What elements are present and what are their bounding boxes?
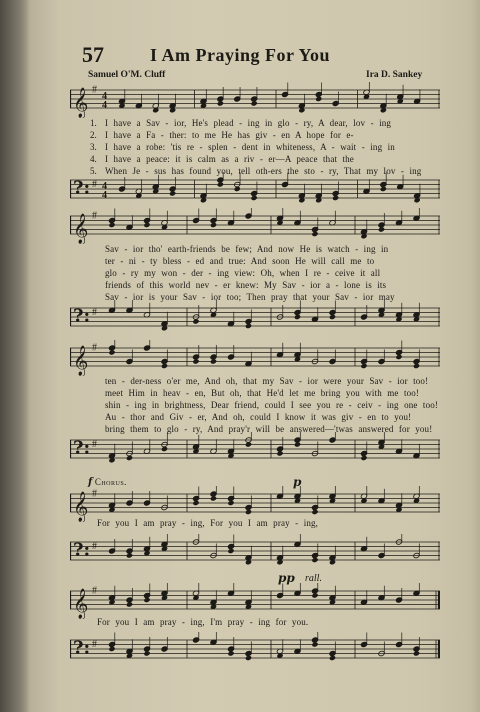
lyric-line: For you I am pray - ing, For you I am pray - ing, (97, 518, 319, 528)
svg-text:#: # (92, 306, 97, 318)
lyric-line: 4. I have a peace: it is calm as a riv - er—A peace that the (90, 154, 354, 164)
svg-text:4: 4 (102, 100, 107, 111)
rallentando-mark: rall. (305, 573, 322, 584)
lyrics-system-1 (30, 118, 445, 178)
svg-text:#: # (92, 178, 97, 190)
svg-text:#: # (92, 540, 97, 552)
lyrics-chorus-2 (30, 617, 445, 629)
lyrics-chorus-1 (30, 518, 445, 530)
staff-system-2-treble (70, 208, 440, 244)
staff-system-3-bass (70, 432, 440, 468)
lyric-line: shin - ing in brightness, Dear friend, could I see you re - ceiv - ing one too! (105, 400, 439, 410)
hymn-number: 57 (82, 42, 104, 67)
lyric-line: 3. I have a robe: 'tis re - splen - dent in whiteness, A - wait - ing in (90, 142, 395, 152)
svg-text:#: # (92, 585, 97, 597)
chorus-label: Chorus. (94, 477, 127, 487)
svg-text:#: # (92, 342, 97, 354)
lyric-line: meet Him in heav - en, But oh, that He'd let me bring you with me too! (105, 388, 420, 398)
composer-credit: Ira D. Sankey (366, 70, 423, 80)
svg-text:#: # (92, 438, 97, 450)
lyric-line: For you I am pray - ing, I'm pray - ing for you. (97, 617, 309, 627)
staff-system-5-bass (70, 632, 440, 668)
svg-text:𝄞: 𝄞 (73, 214, 89, 244)
lyric-line: 5. When Je - sus has found you, tell oth-ers the sto - ry, That my lov - ing (90, 166, 422, 176)
svg-text:#: # (92, 488, 97, 500)
lyric-line: ter - ni - ty bless - ed and true: And soon He will call me to (105, 256, 375, 266)
svg-text:#: # (92, 638, 97, 650)
lyric-line: 2. I have a Fa - ther: to me He has giv - en A hope for e- (90, 130, 354, 140)
dynamic-forte: f (88, 477, 93, 488)
svg-text:4: 4 (102, 91, 107, 102)
staff-system-5-treble (70, 583, 440, 619)
dynamic-pianissimo: pp (278, 571, 295, 585)
lyricist-credit: Samuel O'M. Cluff (88, 70, 166, 80)
staff-system-1-bass (70, 172, 440, 208)
staff-system-4-bass (70, 534, 440, 570)
svg-text:𝄞: 𝄞 (73, 346, 89, 376)
svg-text:4: 4 (102, 190, 107, 201)
svg-text:𝄞: 𝄞 (73, 492, 89, 522)
svg-text:#: # (92, 210, 97, 222)
lyric-line: Sav - ior tho' earth-friends be few; And now He is watch - ing in (105, 244, 389, 254)
svg-text:?:: ?: (73, 305, 91, 327)
lyric-line: bring them to glo - ry, And pray'r will be answered—'twas answered for you! (105, 424, 433, 434)
svg-text:𝄞: 𝄞 (73, 88, 89, 118)
lyric-line: Sav - ior is your Sav - ior too; Then pray that your Sav - ior may (105, 292, 395, 302)
svg-text:𝄞: 𝄞 (73, 589, 89, 619)
staff-system-2-bass (70, 300, 440, 336)
svg-text:?:: ?: (73, 539, 91, 561)
lyric-line: ten - der-ness o'er me, And oh, that my Sav - ior were your Sav - ior too! (105, 376, 429, 386)
staff-system-3-treble (70, 340, 440, 376)
dynamic-piano: p (293, 475, 302, 489)
lyrics-system-2 (30, 244, 445, 304)
book-spine-shadow (0, 0, 30, 712)
svg-text:?:: ?: (73, 177, 91, 199)
lyric-line: 1. I have a Sav - ior, He's plead - ing in glo - ry, A dear, lov - ing (90, 118, 392, 128)
lyric-line: glo - ry my won - der - ing view: Oh, when I re - ceive it all (105, 268, 381, 278)
staff-system-1-treble (70, 82, 440, 118)
svg-text:#: # (92, 84, 97, 96)
svg-text:?:: ?: (73, 437, 91, 459)
lyrics-system-3 (30, 376, 445, 436)
svg-text:?:: ?: (73, 637, 91, 659)
svg-text:4: 4 (102, 181, 107, 192)
staff-system-4-treble (70, 486, 440, 522)
hymn-title: I Am Praying For You (149, 45, 330, 65)
lyric-line: friends of this world nev - er knew: My Sav - ior a - lone is its (105, 280, 387, 290)
lyric-line: Au - thor and Giv - er, And oh, could I know it was giv - en to you! (105, 412, 412, 422)
